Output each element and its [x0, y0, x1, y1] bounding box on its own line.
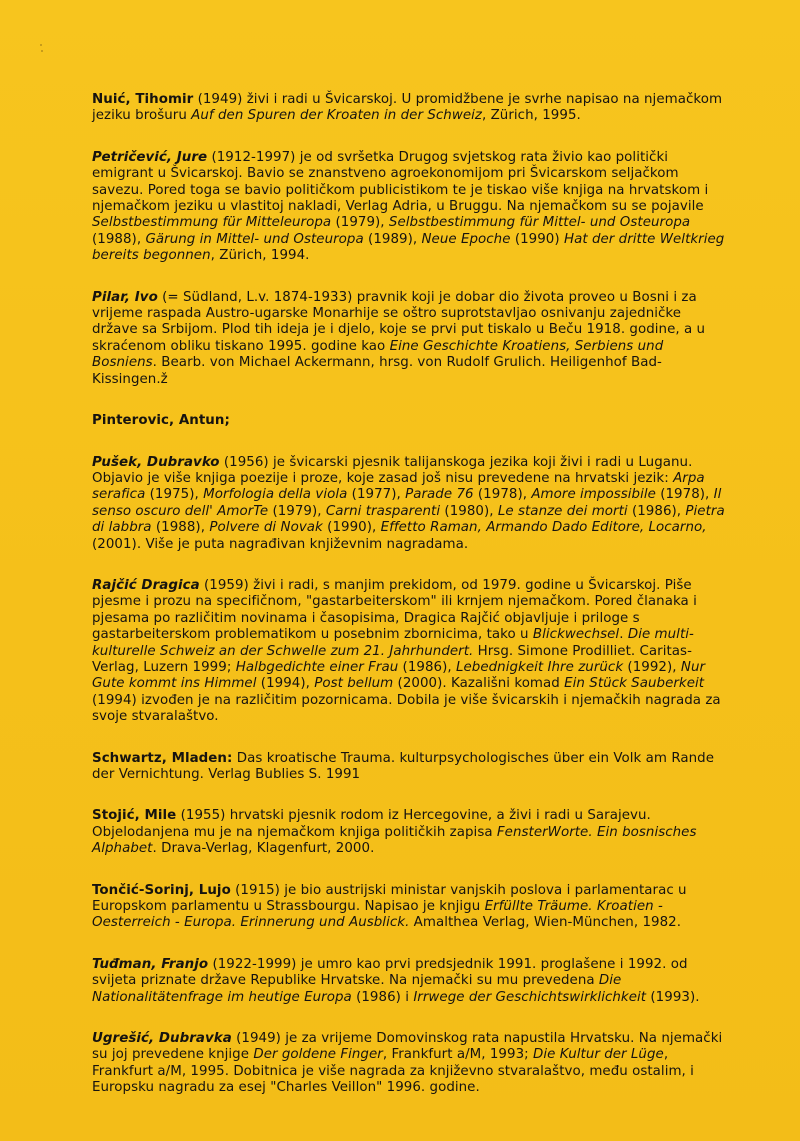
entry-text: (1979), — [268, 503, 326, 519]
entry-name: Pinterovic, Antun; — [92, 413, 230, 429]
bibliography-entry — [92, 957, 730, 1006]
entry-text: (1988), — [92, 231, 146, 247]
bibliography-entry — [92, 455, 730, 553]
paper-speck — [40, 44, 42, 46]
entry-text: (1949) živi i radi u Švicarskoj. U promidžbene je svrhe napisao na njemačkom jeziku brošuru — [92, 92, 723, 124]
entry-name: Rajčić Dragica — [92, 577, 200, 593]
entry-text: , Zürich, 1995. — [481, 108, 581, 124]
entry-name: Tončić-Sorinj, Lujo — [92, 882, 231, 898]
entry-title-text: Die Nationalitätenfrage im heutige Europa — [92, 973, 622, 1005]
entry-text: (1986) i — [351, 989, 414, 1005]
entry-title-text: Erfüllte Träume. Kroatien - Oesterreich - Europa. Erinnerung und Ausblick. — [92, 899, 663, 931]
entry-title-text: Polvere di Novak — [209, 520, 323, 536]
entry-text: , Zürich, 1994. — [210, 248, 310, 264]
entry-title-text: Arpa serafica — [92, 470, 705, 503]
entry-title-text: Halbgedichte einer Frau — [235, 659, 399, 675]
bibliography-entry — [92, 883, 730, 932]
entry-title-text: Die Kultur der Lüge — [533, 1047, 664, 1063]
entry-title-text: Post bellum — [314, 676, 394, 692]
entry-text: (2000). Kazališni komad — [393, 676, 565, 692]
entry-text: (1978), — [473, 487, 532, 503]
entry-text: (1959) živi i radi, s manjim prekidom, od 1979. godine u Švicarskoj. Piše pjesme i prozu na specifičnom, "gastarbeiterskom" ili krnjem njemačkom. Pored članaka i pjesama po različitim novinama i časopisima, Dragica Rajčić objavljuje i priloge s gastarbeiterskom problematikom u posebnim zbornicima, tako u — [92, 577, 697, 643]
entry-title-text: FensterWorte. Ein bosnisches Alphabet — [92, 824, 697, 857]
entry-text: (1993). — [646, 989, 700, 1005]
entry-title-text: Amore impossibile — [531, 487, 656, 503]
entry-text: (1988), — [151, 520, 210, 536]
bibliography-entry — [92, 808, 730, 857]
entry-text: (1989), — [363, 231, 422, 247]
entry-text: . — [619, 627, 628, 643]
entry-text: (1977), — [347, 487, 406, 503]
entry-title-text: Ein Stück Sauberkeit — [564, 676, 705, 692]
entry-title-text: Der goldene Finger — [253, 1047, 383, 1063]
entry-text: , Frankfurt a/M, 1995. Dobitnica je više nagrada za književno stvaralaštvo, među ostalim, i Europsku nagradu za esej "Charles Veillon" 1996. godine. — [92, 1047, 694, 1096]
entry-name: Ugrešić, Dubravka — [92, 1031, 232, 1047]
bibliography-entry — [92, 92, 730, 125]
entry-text: (= Südland, L.v. 1874-1933) pravnik koji je dobar dio života proveo u Bosni i za vrijeme raspada Austro-ugarske Monarhije se oštro suprotstavljao osnivanju zajedničke države sa Srbijom. Plod tih ideja je i djelo, koje se prvi put tiskalo u Beču 1918. godine, a u skraćenom obliku tiskano 1995. godine kao — [92, 289, 706, 354]
entry-title-text: Parade 76 — [405, 487, 474, 503]
entry-text: (1994) izvođen je na različitim pozornicama. Dobila je više švicarskih i njemačkih nagrada za svoje stvaralaštvo. — [92, 692, 721, 725]
entry-title-text: Carni trasparenti — [325, 503, 441, 519]
entry-name: Petričević, Jure — [92, 149, 208, 165]
entry-title-text: Effetto Raman, Armando Dado Editore, Locarno, — [380, 520, 707, 536]
entry-name: Pilar, Ivo — [92, 289, 158, 305]
entry-title-text: Blickwechsel — [532, 627, 620, 643]
entry-text: , Frankfurt a/M, 1993; — [382, 1047, 534, 1063]
bibliography-entry — [92, 578, 730, 726]
entry-name: Nuić, Tihomir — [92, 92, 194, 107]
entry-text: (1922-1999) je umro kao prvi predsjednik 1991. proglašene i 1992. od svijeta priznate države Republike Hrvatske. Na njemački su mu prevedena — [92, 956, 688, 989]
entry-text: . Drava-Verlag, Klagenfurt, 2000. — [152, 841, 375, 857]
bibliography-entry — [92, 150, 730, 265]
entry-name: Pušek, Dubravko — [92, 454, 220, 470]
entry-text: (1955) hrvatski pjesnik rodom iz Hercegovine, a živi i radi u Sarajevu. Objelodanjena mu je na njemačkom knjiga političkih zapisa — [92, 808, 651, 840]
entry-text: (1980), — [440, 503, 498, 519]
entry-name: Tuđman, Franjo — [92, 956, 209, 972]
entry-text: Hrsg. Simone Prodilliet. Caritas-Verlag, Luzern 1999; — [92, 643, 692, 675]
entry-text: (1979), — [331, 215, 389, 231]
bibliography-entry — [92, 1031, 730, 1097]
entry-text: (1975), — [145, 487, 204, 503]
entry-title-text: Il senso oscuro dell' AmorTe — [92, 487, 722, 519]
entry-title-text: Le stanze dei morti — [497, 503, 628, 519]
entry-name: Schwartz, Mladen: — [92, 750, 233, 766]
entry-text: (1978), — [655, 487, 714, 503]
entry-title-text: Die multi-kulturelle Schweiz an der Schwelle zum 21. Jahrhundert. — [92, 627, 694, 659]
entry-title-text: Lebednigkeit Ihre zurück — [456, 659, 624, 675]
entry-text: (1986), — [627, 503, 686, 519]
entry-text: (1986), — [398, 659, 456, 675]
entry-title-text: Gärung in Mittel- und Osteuropa — [145, 231, 364, 247]
entry-text: . Bearb. von Michael Ackermann, hrsg. von Rudolf Grulich. Heiligenhof Bad-Kissingen.ž — [92, 355, 662, 387]
entry-title-text: Nur Gute kommt ins Himmel — [92, 659, 706, 692]
bibliography-entry — [92, 290, 730, 388]
entry-title-text: Auf den Spuren der Kroaten in der Schweiz — [191, 108, 482, 124]
entry-title-text: Selbstbestimmung für Mitteleuropa — [92, 215, 332, 231]
paper-speck — [41, 50, 43, 52]
entry-title-text: Eine Geschichte Kroatiens, Serbiens und Bosniens — [92, 338, 664, 371]
entry-title-text: Selbstbestimmung für Mittel- und Osteuropa — [388, 215, 691, 231]
entry-text: (1992), — [623, 659, 681, 675]
bibliography-entry — [92, 413, 730, 429]
entry-text: Das kroatische Trauma. kulturpsychologisches über ein Volk am Rande der Vernichtung. Verlag Bublies S. 1991 — [92, 750, 715, 782]
entry-list — [92, 92, 730, 1122]
entry-text: (2001). Više je puta nagrađivan književnim nagradama. — [92, 536, 469, 552]
bibliography-entry — [92, 751, 730, 784]
entry-text: (1912-1997) je od svršetka Drugog svjetskog rata živio kao politički emigrant u Švicarskoj. Bavio se znanstveno agroekonomijom pri Švicarskom seljačkom savezu. Pored toga se bavio političkom publicistikom te je tiskao više knjiga na hrvatskom i njemačkom jeziku u vlastitoj nakladi, Verlag Adria, u Bruggu. Na njemačkom su se pojavile — [92, 149, 709, 215]
entry-text: (1990) — [510, 231, 564, 247]
entry-title-text: Hat der dritte Weltkrieg bereits begonnen — [92, 231, 725, 264]
entry-text: Amalthea Verlag, Wien-München, 1982. — [409, 915, 682, 931]
entry-text: (1915) je bio austrijski ministar vanjskih poslova i parlamentarac u Europskom parlamentu u Strassbourgu. Napisao je knjigu — [92, 882, 687, 915]
entry-text: (1949) je za vrijeme Domovinskog rata napustila Hrvatsku. Na njemački su joj prevedene knjige — [92, 1031, 723, 1063]
entry-name: Stojić, Mile — [92, 808, 177, 824]
entry-title-text: Pietra di labbra — [92, 503, 725, 536]
entry-title-text: Neue Epoche — [421, 231, 511, 247]
entry-text: (1956) je švicarski pjesnik talijanskoga jezika koji živi i radi u Luganu. Objavio je više knjiga poezije i proze, koje zasad još nisu prevedene na hrvatski jezik: — [92, 454, 693, 486]
entry-text: (1990), — [322, 520, 381, 536]
entry-text: (1994), — [256, 676, 315, 692]
entry-title-text: Morfologia della viola — [203, 487, 348, 503]
entry-title-text: Irrwege der Geschichtswirklichkeit — [413, 989, 647, 1005]
